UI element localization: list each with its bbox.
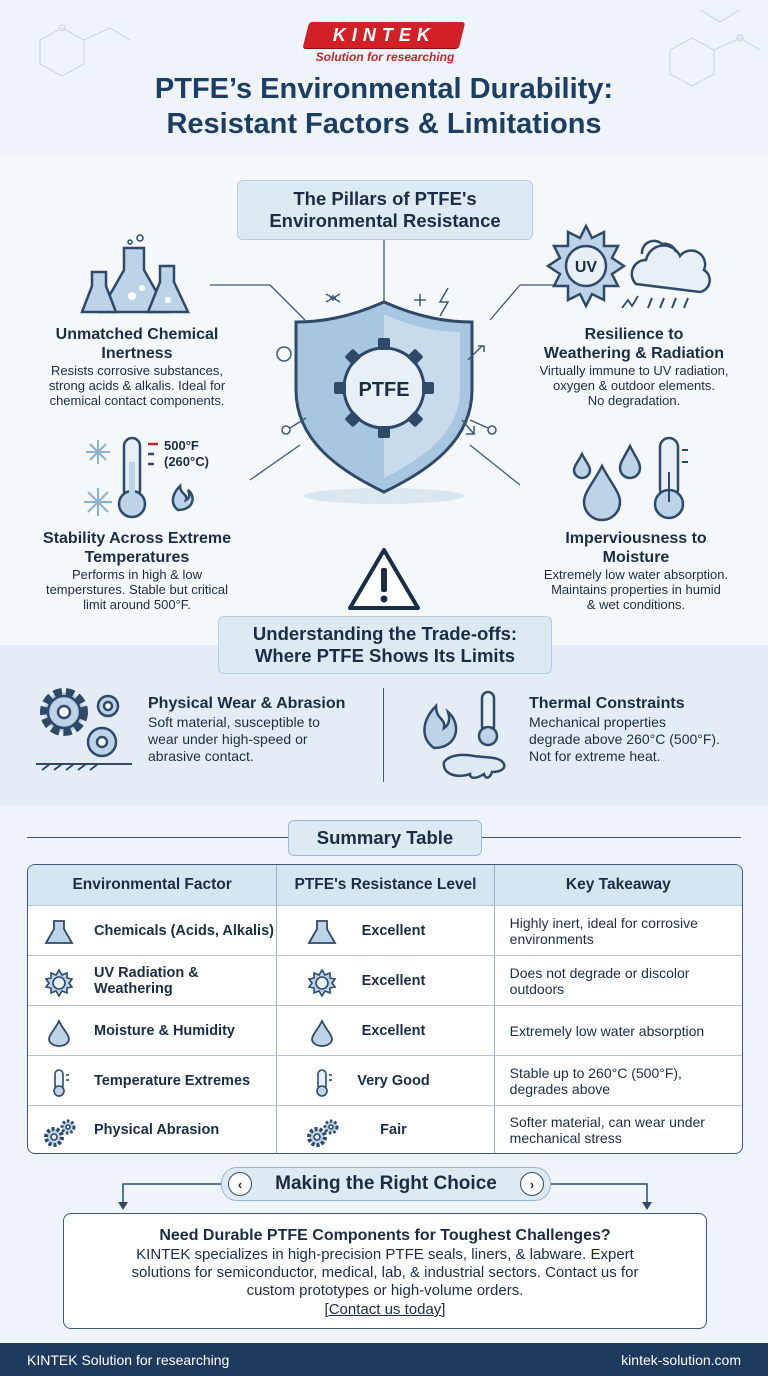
footer-brand: KINTEK Solution for researching [27, 1351, 230, 1368]
sun-cloud-icon [552, 226, 722, 322]
gears-icon [307, 1119, 339, 1147]
footer [0, 1343, 768, 1376]
shield-label: PTFE [358, 379, 410, 401]
contact-us-link[interactable]: [Contact us today] [324, 1301, 446, 1318]
pillar-temperature: Stability Across Extreme Temperatures Performs in high & low temperstures. Stable but critical limit around 500°F. [43, 530, 231, 612]
pillars-heading: The Pillars of PTFE's Environmental Resistance [237, 180, 533, 240]
table-header [28, 865, 742, 905]
footer-website-link[interactable]: kintek-solution.com [621, 1351, 741, 1368]
chevron-left-icon: ‹ [228, 1172, 252, 1196]
droplet-thermometer-icon [572, 432, 702, 522]
table-row: Physical Abrasion Fair Softer material, can wear under mechanical stress [28, 1105, 742, 1154]
warning-icon [346, 546, 422, 612]
table-row: Temperature Extremes Very Good Stable up to 260°C (500°F), degrades above [28, 1055, 742, 1106]
pillar-chemical: Unmatched Chemical Inertness Resists corrosive substances, strong acids & alkalis. Ideal for chemical contact components. [48, 326, 226, 408]
header-takeaway: Key Takeaway [565, 876, 671, 893]
choice-heading: ‹ Making the Right Choice › [221, 1167, 551, 1201]
thermometer-icon [44, 1069, 74, 1097]
flask-icon [44, 919, 74, 945]
flame-melt-icon [414, 688, 510, 780]
sun-icon [307, 969, 337, 997]
flask-icon [82, 238, 192, 322]
droplet-icon [44, 1019, 74, 1047]
droplet-icon [307, 1019, 337, 1047]
flask-icon [307, 919, 337, 945]
sun-icon [44, 969, 74, 997]
pillar-weathering: Resilience to Weathering & Radiation Virtually immune to UV radiation, oxygen & outdoor elements. No degradation. [539, 326, 729, 408]
tradeoffs-heading: Understanding the Trade-offs: Where PTFE Shows Its Limits [218, 616, 552, 674]
gears-icon [44, 1119, 76, 1147]
kintek-logo: KINTEK [303, 22, 465, 48]
pillar-moisture: Imperviousness to Moisture Extremely low water absorption. Maintains properties in humid & wet conditions. [543, 530, 729, 612]
limits-divider [383, 688, 384, 782]
header-level: PTFE's Resistance Level [277, 865, 494, 905]
gears-icon [36, 684, 132, 770]
summary-heading: Summary Table [288, 820, 482, 856]
header-factor: Environmental Factor [28, 865, 277, 905]
thermometer-icon [307, 1069, 337, 1097]
cta-box: Need Durable PTFE Components for Toughest Challenges? KINTEK specializes in high-precision PTFE seals, liners, & labware. Expert solutions for semiconductor, medical, lab, & industrial sectors. Contact us for custom prototypes or high-volume orders. [Contact us today] [63, 1213, 707, 1329]
summary-table [27, 864, 743, 1154]
table-row: Chemicals (Acids, Alkalis) Excellent Highly inert, ideal for corrosive environments [28, 905, 742, 956]
logo-tagline: Solution for researching [315, 50, 455, 64]
limit-thermal: Thermal Constraints Mechanical properties degrade above 260°C (500°F). Not for extreme heat. [529, 695, 720, 764]
page-title: PTFE’s Environmental Durability: Resistant Factors & Limitations [154, 73, 614, 140]
limit-wear: Physical Wear & Abrasion Soft material, susceptible to wear under high-speed or abrasive contact. [148, 695, 346, 764]
uv-label: UV [574, 259, 598, 276]
table-row: Moisture & Humidity Excellent Extremely low water absorption [28, 1005, 742, 1056]
temp-limit-label: 500°F (260°C) [164, 438, 209, 469]
table-row: UV Radiation & Weathering Excellent Does not degrade or discolor outdoors [28, 955, 742, 1006]
chevron-right-icon: › [520, 1172, 544, 1196]
